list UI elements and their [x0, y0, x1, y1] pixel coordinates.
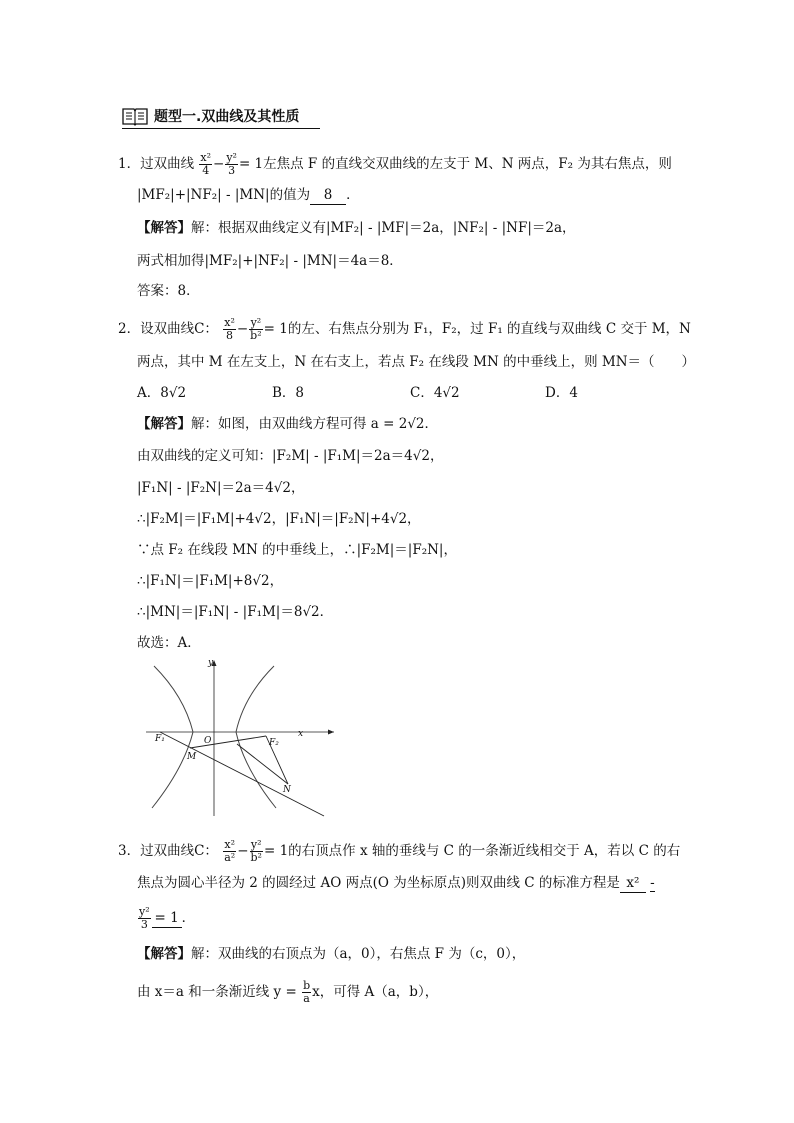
label-o: O	[204, 736, 212, 746]
book-icon	[122, 106, 148, 126]
fraction: $\frac{\text{y²}}{\text{b²}}$	[250, 838, 262, 864]
option-d: D．4	[545, 385, 578, 401]
hyperbola-figure	[138, 656, 338, 818]
solution-2-line5: ∵点 F₂ 在线段 MN 的中垂线上，∴|F₂M|＝|F₂N|，	[137, 542, 457, 558]
solution-2-line4: ∴|F₂M|＝|F₁M|+4√2，|F₁N|＝|F₂N|+4√2，	[137, 511, 421, 527]
section-header	[122, 104, 320, 129]
question-1-line2: |MF₂|+|NF₂| - |MN|的值为 8 ．	[137, 187, 360, 203]
solution-2-line7: ∴|MN|＝|F₁N| - |F₁M|＝8√2．	[137, 604, 334, 620]
fraction: $\frac{\text{x²}}{4}$	[200, 151, 212, 177]
segment-m-f2	[190, 736, 266, 748]
solution-1-line2: 两式相加得|MF₂|+|NF₂| - |MN|＝4a＝8．	[137, 253, 403, 269]
section-title: 题型一.双曲线及其性质	[154, 109, 300, 125]
solution-3-line1: 【解答】解：双曲线的右顶点为（a，0），右焦点 F 为（c，0），	[137, 946, 526, 962]
question-3-line3: $\frac{\text{y²}}{3}$ = 1 ．	[139, 905, 196, 931]
fraction: $\frac{b}{a}$	[303, 979, 311, 1005]
question-1-line1: 1．过双曲线 $\frac{\text{x²}}{4}$ − $\frac{\text{y²}}{3}$ = 1左焦点 F 的直线交双曲线的左支于 M、N 两点，F₂ 为其右焦点，则	[118, 151, 672, 177]
fraction: $\frac{\text{y²}}{\text{b²}}$	[250, 316, 262, 342]
line-f1-n	[160, 732, 324, 816]
solution-2-line6: ∴|F₁N|＝|F₁M|+8√2，	[137, 573, 284, 589]
option-a: A．8√2	[137, 385, 187, 401]
fraction: $\frac{\text{y²}}{3}$	[226, 151, 237, 177]
fraction: $\frac{\text{x²}}{\text{a²}}$	[224, 838, 236, 864]
answer-blank: x²	[620, 874, 646, 893]
solution-2-line1: 【解答】解：如图，由双曲线方程可得 a = 2√2．	[137, 416, 439, 432]
question-3-line1: 3．过双曲线C： $\frac{\text{x²}}{\text{a²}}$ − $\frac{\text{y²}}{\text{b²}}$ = 1的右顶点作 x 轴的垂线与 C 的一条渐近线相交于 A，若以 C 的右	[118, 838, 681, 864]
solution-1-line1: 【解答】解：根据双曲线定义有|MF₂| - |MF|＝2a，|NF₂| - |NF|＝2a，	[137, 220, 576, 236]
label-x: x	[298, 729, 304, 739]
label-y: y	[208, 658, 214, 668]
label-f2: F₂	[269, 738, 279, 748]
question-2-line1: 2．设双曲线C： $\frac{\text{x²}}{8}$ − $\frac{\text{y²}}{\text{b²}}$ = 1的左、右焦点分别为 F₁，F₂，过 F₁ 的直线与双曲线 C 交于 M，N	[118, 316, 691, 342]
answer-blank: 8	[310, 186, 346, 205]
solution-1-line3: 答案：8．	[137, 283, 200, 299]
fraction: $\frac{\text{x²}}{8}$	[224, 316, 235, 342]
solution-2-line3: |F₁N| - |F₂N|＝2a＝4√2，	[137, 480, 305, 496]
question-3-line2: 焦点为圆心半径为 2 的圆经过 AO 两点(O 为坐标原点)则双曲线 C 的标准方程是 x² -	[137, 875, 655, 891]
solution-2-line2: 由双曲线的定义可知：|F₂M| - |F₁M|＝2a＝4√2，	[137, 448, 444, 464]
solution-2-line8: 故选：A．	[137, 635, 201, 651]
label-m: M	[187, 752, 197, 762]
answer-blank: = 1	[152, 909, 182, 928]
segment-to-n	[237, 744, 288, 784]
fraction: $\frac{\text{y²}}{3}$	[139, 905, 150, 931]
option-b: B．8	[272, 385, 305, 401]
label-f1: F₁	[155, 734, 165, 744]
label-n: N	[283, 785, 291, 795]
right-branch	[236, 666, 276, 808]
question-2-line2: 两点，其中 M 在左支上，N 在右支上，若点 F₂ 在线段 MN 的中垂线上，则 MN＝（ ）	[137, 354, 696, 370]
option-c: C．4√2	[410, 385, 460, 401]
solution-3-line2: 由 x＝a 和一条渐近线 y = $\frac{b}{a}$ x，可得 A（a，b），	[137, 979, 439, 1005]
